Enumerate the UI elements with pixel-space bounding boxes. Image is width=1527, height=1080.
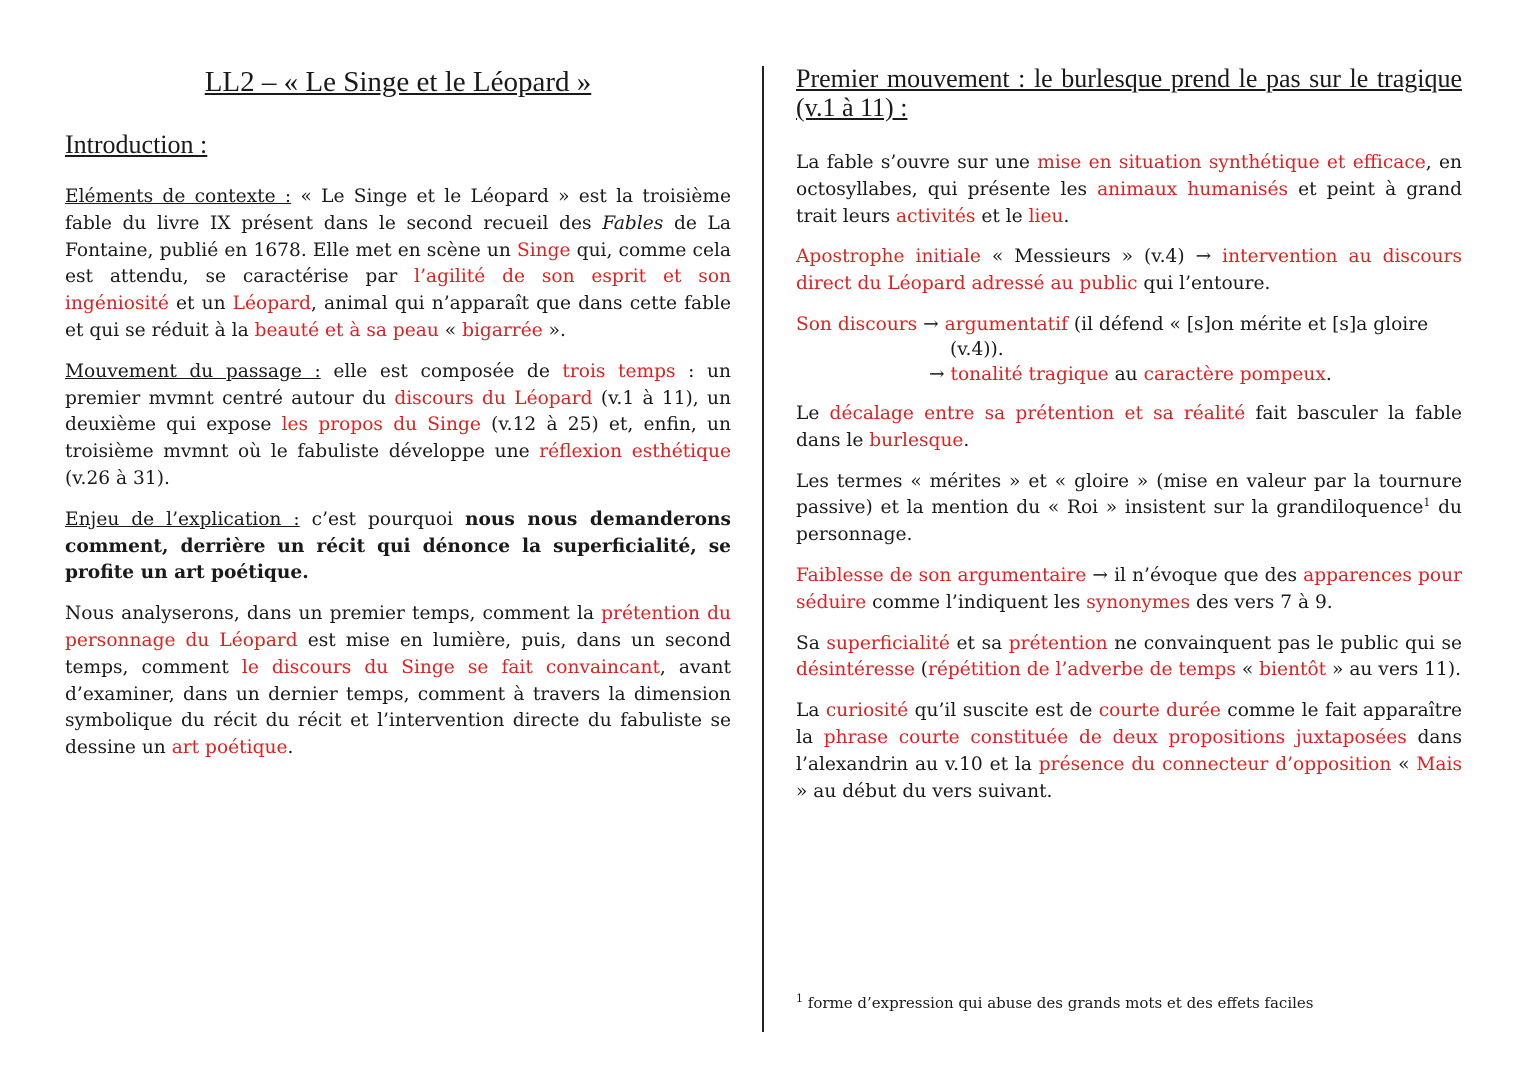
plan-text: Nous analyserons, dans un premier temps, comment la [65,603,602,625]
analysis-paragraph-5 [796,469,1462,549]
discourse-line [796,362,1462,387]
analysis-text: comme le fait apparaître la [796,700,1462,748]
footnote [796,993,1314,1013]
highlight: répétition de l’adverbe de temps [928,659,1236,681]
highlight: présence du connecteur d’opposition [1038,753,1392,775]
highlight: prétention du personnage du Léopard [65,603,731,651]
highlight: mise en situation synthétique et efficace [1037,152,1426,173]
highlight: décalage entre sa prétention et sa réalité [829,402,1246,424]
highlight: phrase courte constituée de deux propositions juxtaposées [823,726,1407,748]
analysis-text: « [1391,753,1417,775]
movement-text: : un premier mvmnt centré autour du [65,360,731,409]
analysis-text: , en octosyllabes, qui présente les [796,152,1462,200]
highlight: synonymes [1086,591,1191,613]
context-text: de La Fontaine, publié en 1678. Elle met en scène un [65,212,731,261]
highlight: tonalité tragique [950,363,1109,385]
analysis-text: → [917,313,945,335]
first-movement-heading: Premier mouvement : le burlesque prend le pas sur le tragique (v.1 à 11) : [796,64,1462,122]
analysis-text: . [1063,205,1070,227]
discourse-line [796,312,1462,337]
movement-text: (v.1 à 11), un deuxième qui expose [65,387,731,436]
footnote-number: 1 [796,992,803,1005]
highlight: Mais [1416,753,1462,775]
highlight: désintéresse [796,659,915,681]
highlight: Son discours [796,313,918,335]
analysis-paragraph-4 [796,401,1462,455]
analysis-paragraph-3 [796,312,1462,387]
context-text: , animal qui n’apparaît que dans cette fable et qui se réduit à la [65,293,731,341]
highlight: argumentatif [944,313,1068,335]
analysis-text: et sa [949,632,1009,654]
stakes-text: c’est pourquoi [299,508,465,530]
context-text: ». [542,319,566,341]
highlight: Faiblesse de son argumentaire [796,564,1087,586]
analysis-text: » au début du vers suivant. [796,780,1053,802]
analysis-text: → il n’évoque que des [1086,564,1304,586]
plan-text: , avant d’examiner, dans un dernier temps, comment à travers la dimension symbolique du récit du récit et l’intervention directe du fabuliste se dessine un [65,656,731,759]
analysis-text: dans l’alexandrin au v.10 et la [796,726,1462,775]
highlight: lieu [1028,205,1064,227]
highlight: discours du Léopard [394,387,593,409]
stakes-label: Enjeu de l’explication : [65,508,300,530]
highlight: bigarrée [462,319,543,341]
analysis-text: Le [796,402,830,424]
analysis-text: comme l’indiquent les [866,591,1087,613]
problem-statement: nous nous demanderons comment, derrière un récit qui dénonce la superficialité, se profite un art poétique. [65,508,731,584]
highlight: le discours du Singe se fait convaincant [241,656,660,678]
analysis-text: Sa [796,632,827,654]
footnote-marker: 1 [1423,496,1431,510]
context-label: Eléments de contexte : [65,186,292,207]
fables-title: Fables [602,212,664,234]
plan-text: est mise en lumière, puis, dans un second temps, comment [65,629,731,678]
analysis-text: ne convainquent pas le public qui se [1107,632,1463,654]
analysis-paragraph-1 [796,150,1462,230]
highlight: l’agilité de son esprit et son ingéniosité [65,266,731,315]
highlight: curiosité [825,700,909,722]
analysis-text: « [1235,659,1260,681]
highlight: burlesque [869,429,964,451]
highlight: activités [896,205,976,227]
highlight: trois temps [562,360,676,382]
context-text: « Le Singe et le Léopard » est la troisième fable du livre IX présent dans le second recueil des [65,186,732,234]
movement-text: (v.12 à 25) et, enfin, un troisième mvmnt où le fabuliste développe une [65,414,731,463]
highlight: apparences pour séduire [796,564,1462,613]
highlight: caractère pompeux [1143,363,1326,385]
highlight: Singe [516,239,571,261]
plan-paragraph [65,601,731,762]
discourse-line [796,337,1462,362]
highlight: Léopard [232,293,311,315]
highlight: réflexion esthétique [539,441,731,463]
highlight: courte durée [1098,700,1221,722]
analysis-paragraph-8 [796,698,1462,805]
highlight: art poétique [171,737,288,759]
movement-label: Mouvement du passage : [65,360,321,382]
analysis-text: La [796,700,826,722]
analysis-text: au [1108,363,1144,385]
footnote-text: forme d’expression qui abuse des grands mots et des effets faciles [803,994,1314,1012]
stakes-paragraph [65,507,731,587]
highlight: animaux humanisés [1097,178,1289,200]
analysis-text: des vers 7 à 9. [1190,591,1333,613]
movement-paragraph [65,359,731,493]
analysis-text: du personnage. [796,497,1463,546]
highlight: prétention [1008,632,1108,654]
analysis-text: et le [975,205,1029,227]
analysis-text: qui l’entoure. [1137,273,1271,295]
analysis-text: La fable s’ouvre sur une [796,152,1038,173]
analysis-text: qu’il suscite est de [908,700,1099,722]
analysis-text: (v.4)). [950,338,1004,360]
analysis-paragraph-7 [796,631,1462,685]
highlight: bientôt [1259,659,1327,681]
context-text: « [438,319,463,341]
highlight: superficialité [826,632,950,654]
plan-text: . [287,737,294,759]
analysis-text: . [963,429,970,451]
analysis-text: ( [914,659,928,681]
context-text: et un [168,293,233,315]
left-column [65,64,731,762]
analysis-text: « Messieurs » (v.4) → [980,246,1223,268]
analysis-text: et peint à grand trait leurs [796,178,1462,227]
analysis-text: fait basculer la fable dans le [796,402,1463,451]
analysis-text: » au vers 11). [1326,659,1461,681]
highlight: Apostrophe initiale [796,246,981,268]
analysis-text: . [1325,363,1332,385]
arrow-icon: → [929,363,951,385]
document-title: LL2 – « Le Singe et le Léopard » [204,66,592,98]
analysis-paragraph-6 [796,563,1462,617]
context-paragraph [65,184,731,345]
highlight: les propos du Singe [281,414,481,436]
movement-text: (v.26 à 31). [65,467,170,489]
context-text: qui, comme cela est attendu, se caractérise par [65,239,731,288]
introduction-heading: Introduction : [65,130,208,159]
highlight: beauté et à sa peau [254,319,439,341]
right-column [796,64,1462,805]
movement-text: elle est composée de [320,360,563,382]
highlight: intervention au discours direct du Léopard adressé au public [796,246,1462,295]
column-divider [762,66,764,1032]
analysis-text: (il défend « [s]on mérite et [s]a gloire [1067,313,1429,335]
analysis-text: Les termes « mérites » et « gloire » (mise en valeur par la tournure passive) et la mention du « Roi » insistent sur la grandiloquence [796,470,1462,519]
analysis-paragraph-2 [796,244,1462,298]
